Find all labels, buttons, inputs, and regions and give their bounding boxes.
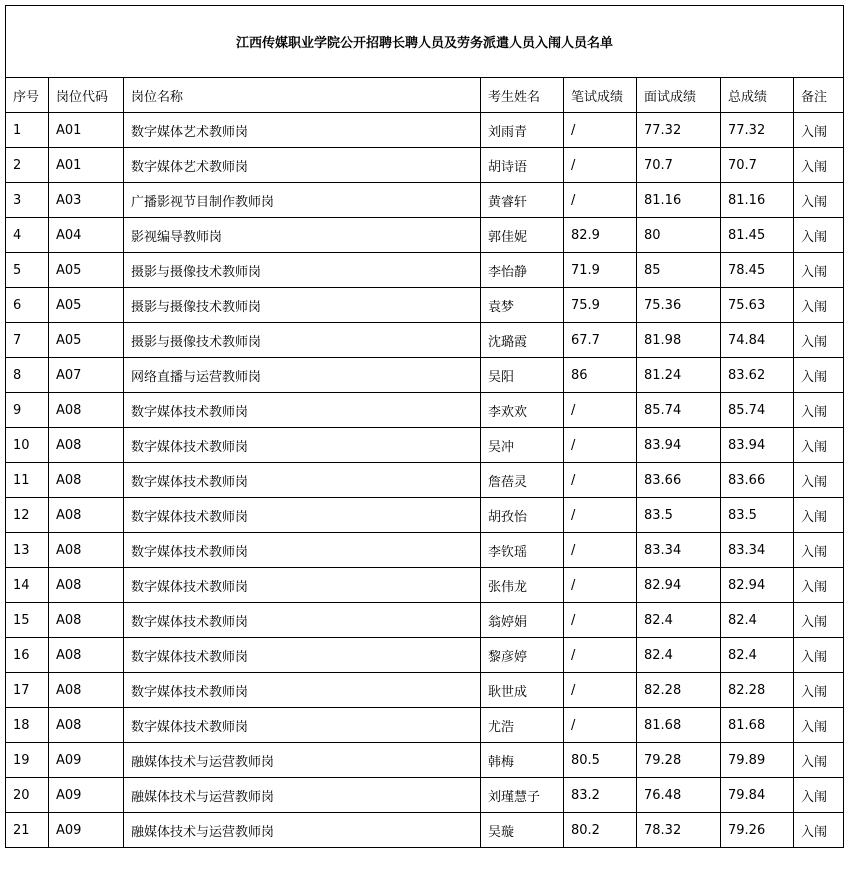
cell-position-code: A09: [49, 778, 124, 813]
cell-candidate-name: 沈璐霞: [481, 323, 564, 358]
cell-position-name: 数字媒体技术教师岗: [124, 428, 481, 463]
table-row: [6, 813, 844, 848]
cell-position-name: 影视编导教师岗: [124, 218, 481, 253]
cell-interview-score: 83.94: [637, 428, 721, 463]
cell-total-score: 74.84: [721, 323, 794, 358]
cell-remark: 入闱: [794, 638, 844, 673]
cell-seq: 17: [6, 673, 49, 708]
cell-total-score: 70.7: [721, 148, 794, 183]
cell-position-code: A08: [49, 533, 124, 568]
cell-seq: 15: [6, 603, 49, 638]
cell-position-code: A08: [49, 393, 124, 428]
table-row: [6, 393, 844, 428]
cell-written-score: /: [564, 603, 637, 638]
cell-candidate-name: 张伟龙: [481, 568, 564, 603]
cell-position-code: A07: [49, 358, 124, 393]
cell-remark: 入闱: [794, 358, 844, 393]
cell-position-code: A03: [49, 183, 124, 218]
cell-interview-score: 81.24: [637, 358, 721, 393]
header-candidate-name: 考生姓名: [481, 78, 564, 113]
cell-total-score: 81.45: [721, 218, 794, 253]
cell-written-score: 80.2: [564, 813, 637, 848]
cell-written-score: 86: [564, 358, 637, 393]
cell-candidate-name: 李怡静: [481, 253, 564, 288]
cell-written-score: 71.9: [564, 253, 637, 288]
cell-seq: 19: [6, 743, 49, 778]
cell-total-score: 77.32: [721, 113, 794, 148]
cell-total-score: 83.62: [721, 358, 794, 393]
cell-remark: 入闱: [794, 323, 844, 358]
cell-position-name: 广播影视节目制作教师岗: [124, 183, 481, 218]
cell-remark: 入闱: [794, 603, 844, 638]
cell-candidate-name: 韩梅: [481, 743, 564, 778]
cell-remark: 入闱: [794, 113, 844, 148]
header-position-name: 岗位名称: [124, 78, 481, 113]
cell-interview-score: 75.36: [637, 288, 721, 323]
cell-interview-score: 80: [637, 218, 721, 253]
cell-remark: 入闱: [794, 813, 844, 848]
cell-position-name: 数字媒体技术教师岗: [124, 638, 481, 673]
cell-candidate-name: 胡诗语: [481, 148, 564, 183]
cell-remark: 入闱: [794, 218, 844, 253]
table-row: [6, 778, 844, 813]
cell-position-code: A08: [49, 603, 124, 638]
cell-candidate-name: 吴璇: [481, 813, 564, 848]
cell-interview-score: 82.94: [637, 568, 721, 603]
cell-seq: 18: [6, 708, 49, 743]
cell-position-name: 数字媒体技术教师岗: [124, 708, 481, 743]
table-row: [6, 498, 844, 533]
table-row: [6, 463, 844, 498]
cell-written-score: /: [564, 148, 637, 183]
cell-remark: 入闱: [794, 778, 844, 813]
cell-written-score: 75.9: [564, 288, 637, 323]
cell-candidate-name: 刘雨青: [481, 113, 564, 148]
cell-seq: 20: [6, 778, 49, 813]
cell-position-name: 摄影与摄像技术教师岗: [124, 288, 481, 323]
cell-position-name: 融媒体技术与运营教师岗: [124, 813, 481, 848]
cell-written-score: /: [564, 463, 637, 498]
cell-written-score: /: [564, 113, 637, 148]
cell-position-name: 融媒体技术与运营教师岗: [124, 743, 481, 778]
table-row: [6, 288, 844, 323]
cell-remark: 入闱: [794, 743, 844, 778]
cell-candidate-name: 胡孜怡: [481, 498, 564, 533]
cell-remark: 入闱: [794, 148, 844, 183]
cell-interview-score: 76.48: [637, 778, 721, 813]
cell-written-score: /: [564, 393, 637, 428]
table-row: [6, 218, 844, 253]
cell-position-code: A04: [49, 218, 124, 253]
table-row: [6, 428, 844, 463]
title-row: [6, 6, 844, 78]
cell-seq: 12: [6, 498, 49, 533]
cell-candidate-name: 李欢欢: [481, 393, 564, 428]
cell-position-code: A08: [49, 463, 124, 498]
table-body: [6, 113, 844, 848]
cell-remark: 入闱: [794, 498, 844, 533]
cell-interview-score: 82.28: [637, 673, 721, 708]
cell-position-name: 数字媒体技术教师岗: [124, 393, 481, 428]
cell-candidate-name: 黄睿轩: [481, 183, 564, 218]
cell-interview-score: 85: [637, 253, 721, 288]
cell-interview-score: 83.34: [637, 533, 721, 568]
cell-seq: 11: [6, 463, 49, 498]
cell-candidate-name: 李钦瑶: [481, 533, 564, 568]
cell-remark: 入闱: [794, 708, 844, 743]
cell-candidate-name: 吴冲: [481, 428, 564, 463]
header-seq: 序号: [6, 78, 49, 113]
header-total-score: 总成绩: [721, 78, 794, 113]
cell-position-code: A05: [49, 288, 124, 323]
table-row: [6, 533, 844, 568]
cell-written-score: /: [564, 638, 637, 673]
cell-candidate-name: 翁婷娟: [481, 603, 564, 638]
cell-interview-score: 78.32: [637, 813, 721, 848]
cell-position-code: A01: [49, 148, 124, 183]
cell-position-code: A01: [49, 113, 124, 148]
cell-written-score: /: [564, 673, 637, 708]
cell-remark: 入闱: [794, 568, 844, 603]
cell-interview-score: 81.98: [637, 323, 721, 358]
cell-candidate-name: 袁梦: [481, 288, 564, 323]
table-row: [6, 183, 844, 218]
cell-position-code: A08: [49, 673, 124, 708]
cell-total-score: 82.28: [721, 673, 794, 708]
table-title: 江西传媒职业学院公开招聘长聘人员及劳务派遣人员入闱人员名单: [236, 36, 614, 51]
table-row: [6, 638, 844, 673]
cell-position-code: A08: [49, 568, 124, 603]
cell-position-code: A05: [49, 323, 124, 358]
cell-remark: 入闱: [794, 288, 844, 323]
table-row: [6, 743, 844, 778]
cell-written-score: 67.7: [564, 323, 637, 358]
cell-remark: 入闱: [794, 673, 844, 708]
cell-position-name: 数字媒体技术教师岗: [124, 533, 481, 568]
cell-candidate-name: 黎彦婷: [481, 638, 564, 673]
header-interview-score: 面试成绩: [637, 78, 721, 113]
cell-seq: 7: [6, 323, 49, 358]
cell-interview-score: 85.74: [637, 393, 721, 428]
table-title-cell: [6, 6, 844, 78]
cell-seq: 1: [6, 113, 49, 148]
cell-written-score: /: [564, 568, 637, 603]
cell-written-score: /: [564, 708, 637, 743]
cell-candidate-name: 尤浩: [481, 708, 564, 743]
cell-position-name: 融媒体技术与运营教师岗: [124, 778, 481, 813]
cell-candidate-name: 刘瑾慧子: [481, 778, 564, 813]
cell-position-code: A08: [49, 498, 124, 533]
table-row: [6, 568, 844, 603]
cell-total-score: 83.34: [721, 533, 794, 568]
cell-total-score: 82.94: [721, 568, 794, 603]
header-row: [6, 78, 844, 113]
cell-position-name: 数字媒体技术教师岗: [124, 498, 481, 533]
cell-position-code: A09: [49, 743, 124, 778]
cell-written-score: /: [564, 498, 637, 533]
cell-total-score: 83.66: [721, 463, 794, 498]
cell-interview-score: 77.32: [637, 113, 721, 148]
cell-seq: 10: [6, 428, 49, 463]
cell-interview-score: 79.28: [637, 743, 721, 778]
cell-position-code: A08: [49, 708, 124, 743]
cell-seq: 2: [6, 148, 49, 183]
cell-written-score: /: [564, 533, 637, 568]
cell-position-name: 数字媒体技术教师岗: [124, 568, 481, 603]
cell-remark: 入闱: [794, 428, 844, 463]
cell-total-score: 78.45: [721, 253, 794, 288]
table-row: [6, 253, 844, 288]
header-position-code: 岗位代码: [49, 78, 124, 113]
table-row: [6, 148, 844, 183]
cell-written-score: 82.9: [564, 218, 637, 253]
cell-seq: 21: [6, 813, 49, 848]
cell-total-score: 81.68: [721, 708, 794, 743]
cell-position-name: 数字媒体技术教师岗: [124, 673, 481, 708]
cell-written-score: /: [564, 183, 637, 218]
cell-total-score: 82.4: [721, 603, 794, 638]
table-row: [6, 113, 844, 148]
cell-position-code: A08: [49, 428, 124, 463]
cell-total-score: 85.74: [721, 393, 794, 428]
table-row: [6, 603, 844, 638]
cell-position-code: A08: [49, 638, 124, 673]
cell-seq: 16: [6, 638, 49, 673]
header-remark: 备注: [794, 78, 844, 113]
cell-candidate-name: 郭佳妮: [481, 218, 564, 253]
cell-total-score: 83.5: [721, 498, 794, 533]
cell-total-score: 82.4: [721, 638, 794, 673]
cell-position-name: 摄影与摄像技术教师岗: [124, 323, 481, 358]
cell-interview-score: 83.5: [637, 498, 721, 533]
cell-total-score: 79.84: [721, 778, 794, 813]
cell-interview-score: 83.66: [637, 463, 721, 498]
header-written-score: 笔试成绩: [564, 78, 637, 113]
cell-candidate-name: 耿世成: [481, 673, 564, 708]
results-table: [5, 5, 844, 848]
cell-position-name: 数字媒体艺术教师岗: [124, 113, 481, 148]
cell-total-score: 75.63: [721, 288, 794, 323]
cell-position-code: A05: [49, 253, 124, 288]
cell-seq: 4: [6, 218, 49, 253]
cell-interview-score: 81.68: [637, 708, 721, 743]
cell-written-score: 83.2: [564, 778, 637, 813]
cell-seq: 14: [6, 568, 49, 603]
cell-seq: 5: [6, 253, 49, 288]
cell-position-name: 数字媒体艺术教师岗: [124, 148, 481, 183]
cell-candidate-name: 詹蓓灵: [481, 463, 564, 498]
cell-interview-score: 70.7: [637, 148, 721, 183]
cell-position-name: 数字媒体技术教师岗: [124, 603, 481, 638]
cell-seq: 3: [6, 183, 49, 218]
table-row: [6, 323, 844, 358]
cell-seq: 8: [6, 358, 49, 393]
table-row: [6, 708, 844, 743]
cell-interview-score: 82.4: [637, 603, 721, 638]
cell-remark: 入闱: [794, 253, 844, 288]
cell-candidate-name: 吴阳: [481, 358, 564, 393]
cell-written-score: 80.5: [564, 743, 637, 778]
table-row: [6, 358, 844, 393]
cell-seq: 13: [6, 533, 49, 568]
cell-seq: 9: [6, 393, 49, 428]
cell-total-score: 81.16: [721, 183, 794, 218]
cell-position-name: 网络直播与运营教师岗: [124, 358, 481, 393]
cell-total-score: 79.89: [721, 743, 794, 778]
cell-interview-score: 81.16: [637, 183, 721, 218]
cell-remark: 入闱: [794, 463, 844, 498]
cell-interview-score: 82.4: [637, 638, 721, 673]
cell-seq: 6: [6, 288, 49, 323]
cell-remark: 入闱: [794, 393, 844, 428]
cell-remark: 入闱: [794, 533, 844, 568]
cell-remark: 入闱: [794, 183, 844, 218]
cell-written-score: /: [564, 428, 637, 463]
cell-total-score: 83.94: [721, 428, 794, 463]
table-row: [6, 673, 844, 708]
cell-position-name: 数字媒体技术教师岗: [124, 463, 481, 498]
cell-total-score: 79.26: [721, 813, 794, 848]
cell-position-code: A09: [49, 813, 124, 848]
cell-position-name: 摄影与摄像技术教师岗: [124, 253, 481, 288]
